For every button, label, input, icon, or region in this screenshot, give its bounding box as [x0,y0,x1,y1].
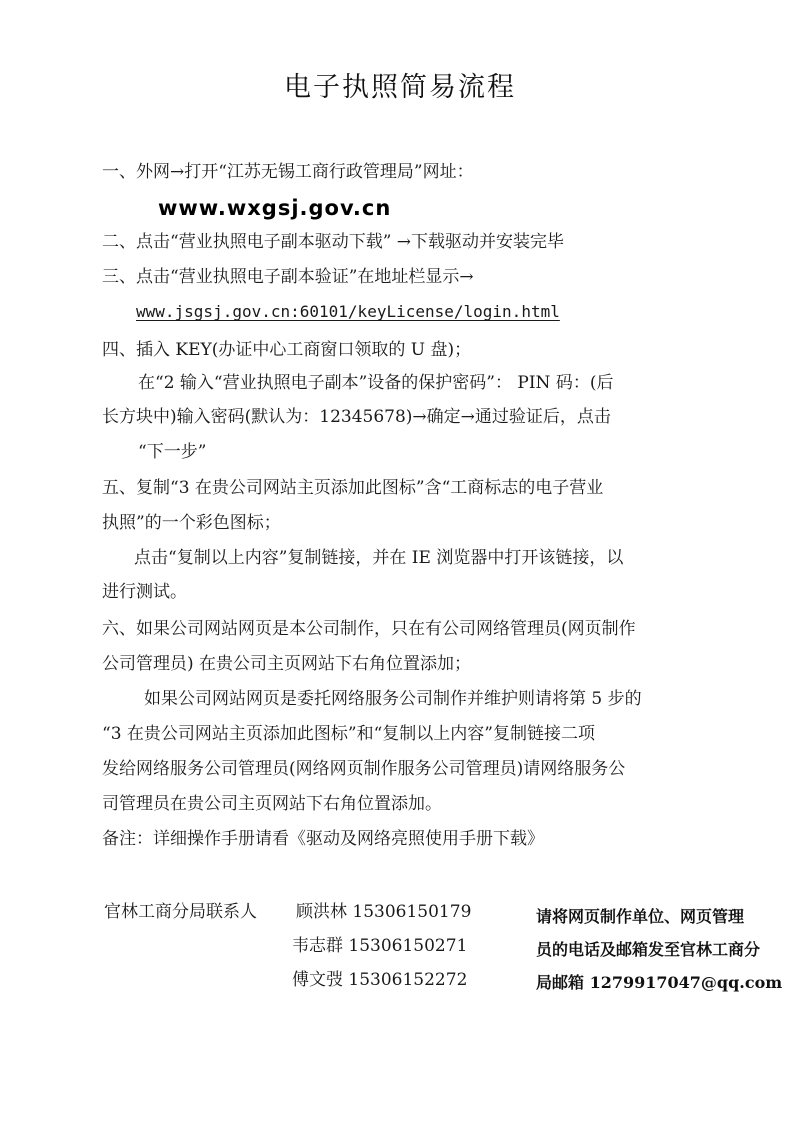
contact-2: 韦志群 15306150271 [292,936,468,956]
contact-3: 傅文弢 15306152272 [292,970,468,990]
step-3-text: 三、点击“营业执照电子副本验证”在地址栏显示→ [102,267,474,287]
step-5-line-2: 执照”的一个彩色图标； [102,513,281,533]
step-1-text: 一、外网→打开“江苏无锡工商行政管理局”网址： [102,162,474,182]
step-5-line-1: 五、复制“3 在贵公司网站主页添加此图标”含“工商标志的电子营业 [102,478,604,498]
step-5-line-4: 进行测试。 [102,582,187,602]
note-text: 备注：详细操作手册请看《驱动及网络亮照使用手册下载》 [102,829,544,849]
step-6-line-5: 发给网络服务公司管理员(网络网页制作服务公司管理员)请网络服务公 [102,759,626,779]
step-6-line-1: 六、如果公司网站网页是本公司制作，只在有公司网络管理员(网页制作 [102,619,636,639]
step-4-line-1: 在“2 输入“营业执照电子副本”设备的保护密码”： PIN 码：(后 [138,373,614,393]
contacts-label: 官林工商分局联系人 [104,902,257,922]
step-4-line-3: “下一步” [138,442,207,462]
step-3-url: www.jsgsj.gov.cn:60101/keyLicense/login.html [136,302,560,321]
step-4-line-2: 长方块中)输入密码(默认为：12345678)→确定→通过验证后，点击 [102,407,611,427]
notice-line-3: 局邮箱 1279917047@qq.com [536,973,783,992]
document-title: 电子执照简易流程 [284,72,516,103]
notice-line-1: 请将网页制作单位、网页管理 [536,907,745,926]
step-5-line-3: 点击“复制以上内容”复制链接，并在 IE 浏览器中打开该链接，以 [134,548,624,568]
step-6-line-6: 司管理员在贵公司主页网站下右角位置添加。 [102,794,442,814]
submission-notice [536,900,786,999]
step-1-url: www.wxgsj.gov.cn [158,196,392,220]
step-4-heading: 四、插入 KEY(办证中心工商窗口领取的 U 盘)； [102,340,472,360]
step-2-text: 二、点击“营业执照电子副本驱动下载” →下载驱动并安装完毕 [102,232,565,252]
step-6-line-3: 如果公司网站网页是委托网络服务公司制作并维护则请将第 5 步的 [144,689,642,709]
step-6-line-4: “3 在贵公司网站主页添加此图标”和“复制以上内容”复制链接二项 [102,724,595,744]
contact-1: 顾洪林 15306150179 [296,902,472,922]
step-6-line-2: 公司管理员) 在贵公司主页网站下右角位置添加； [102,654,472,674]
notice-line-2: 员的电话及邮箱发至官林工商分 [536,940,761,959]
